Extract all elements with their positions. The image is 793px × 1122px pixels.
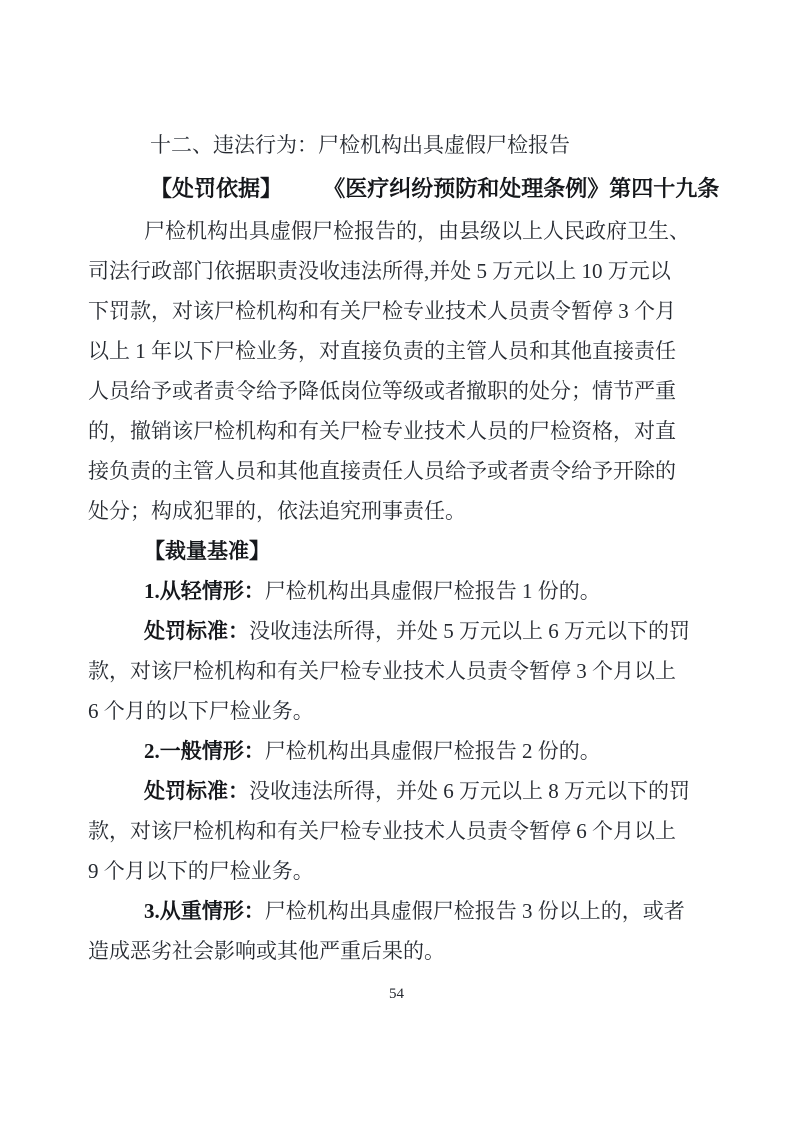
text-line <box>88 611 706 651</box>
text-line <box>88 931 706 971</box>
general-case-label: 2.一般情形： <box>144 739 265 763</box>
page-footer <box>0 986 793 1003</box>
text-line <box>88 571 706 611</box>
text-line-content: 尸检机构出具虚假尸检报告的，由县级以上人民政府卫生、 <box>144 219 690 243</box>
text-line-content: 处分；构成犯罪的，依法追究刑事责任。 <box>88 499 466 523</box>
text-line-content: 尸检机构出具虚假尸检报告 2 份的。 <box>264 739 601 763</box>
document-body <box>88 123 720 971</box>
discretion-benchmark-heading <box>88 531 706 571</box>
text-line <box>88 691 706 731</box>
text-line <box>88 411 706 451</box>
severe-case-label: 3.从重情形： <box>144 899 265 923</box>
text-line-content: 的，撤销该尸检机构和有关尸检专业技术人员的尸检资格，对直 <box>88 419 676 443</box>
text-line-content: 尸检机构出具虚假尸检报告 1 份的。 <box>264 579 601 603</box>
text-line <box>88 851 706 891</box>
text-line <box>88 451 706 491</box>
section-title-text: 十二、违法行为：尸检机构出具虚假尸检报告 <box>150 133 570 157</box>
penalty-basis-label: 【处罚依据】 <box>150 176 283 201</box>
text-line <box>88 291 706 331</box>
text-line <box>88 331 706 371</box>
text-line <box>88 371 706 411</box>
text-line-content: 司法行政部门依据职责没收违法所得,并处 5 万元以上 10 万元以 <box>88 259 671 283</box>
penalty-basis-heading <box>88 167 720 211</box>
section-title <box>88 123 706 167</box>
text-line-content: 没收违法所得，并处 5 万元以上 6 万元以下的罚 <box>249 619 690 643</box>
text-line <box>88 811 706 851</box>
text-line-content: 人员给予或者责令给予降低岗位等级或者撤职的处分；情节严重 <box>88 379 676 403</box>
text-line <box>88 211 706 251</box>
discretion-benchmark-label: 【裁量基准】 <box>144 539 270 563</box>
text-line-content: 下罚款，对该尸检机构和有关尸检专业技术人员责令暂停 3 个月 <box>88 299 676 323</box>
text-line-content: 9 个月以下的尸检业务。 <box>88 859 314 883</box>
page-number: 54 <box>389 986 404 1002</box>
penalty-basis-reference: 《医疗纠纷预防和处理条例》第四十九条 <box>323 176 720 201</box>
text-line <box>88 891 706 931</box>
text-line <box>88 491 706 531</box>
lenient-case-label: 1.从轻情形： <box>144 579 265 603</box>
text-line-content: 接负责的主管人员和其他直接责任人员给予或者责令给予开除的 <box>88 459 676 483</box>
text-line-content: 尸检机构出具虚假尸检报告 3 份以上的，或者 <box>264 899 685 923</box>
penalty-standard-label: 处罚标准： <box>144 779 249 803</box>
text-line <box>88 251 706 291</box>
text-line <box>88 771 706 811</box>
text-line-content: 6 个月的以下尸检业务。 <box>88 699 314 723</box>
penalty-standard-label: 处罚标准： <box>144 619 249 643</box>
text-line-content: 没收违法所得，并处 6 万元以上 8 万元以下的罚 <box>249 779 690 803</box>
text-line <box>88 651 706 691</box>
text-line <box>88 731 706 771</box>
text-line-content: 以上 1 年以下尸检业务，对直接负责的主管人员和其他直接责任 <box>88 339 676 363</box>
text-line-content: 款，对该尸检机构和有关尸检专业技术人员责令暂停 6 个月以上 <box>88 819 676 843</box>
text-line-content: 造成恶劣社会影响或其他严重后果的。 <box>88 939 445 963</box>
text-line-content: 款，对该尸检机构和有关尸检专业技术人员责令暂停 3 个月以上 <box>88 659 676 683</box>
